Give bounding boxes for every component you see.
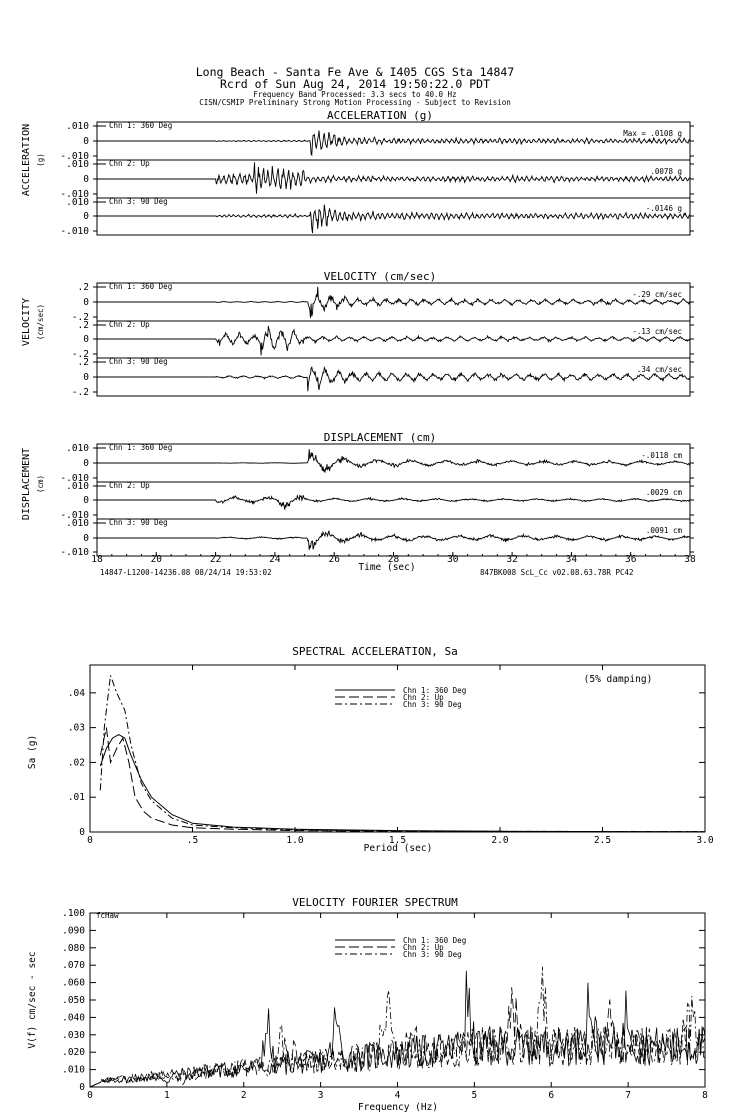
channel-max-value: -.29 cm/sec xyxy=(632,290,682,299)
channel-label: Chn 1: 360 Deg xyxy=(109,282,173,291)
channel-max-value: -.0146 g xyxy=(645,204,682,213)
channel-waveform xyxy=(97,205,690,234)
channel-waveform xyxy=(97,287,690,318)
ytick-label: .2 xyxy=(77,282,89,293)
acceleration-unit-label: (g) xyxy=(36,153,45,167)
xtick-label: 5 xyxy=(471,1090,478,1101)
xtick-label: 1.0 xyxy=(286,835,304,846)
channel-max-value: .0091 cm xyxy=(645,526,682,535)
ytick-label: 0 xyxy=(83,211,89,222)
sa-series-line xyxy=(100,735,705,832)
xtick-label: 7 xyxy=(625,1090,631,1101)
channel-max-value: -.0118 cm xyxy=(641,451,682,460)
header-line4: CISN/CSMIP Preliminary Strong Motion Processing - Subject to Revision xyxy=(199,98,511,107)
ytick-label: .060 xyxy=(62,977,85,989)
ytick-label: .02 xyxy=(67,757,85,769)
time-tick-label: 32 xyxy=(506,554,518,565)
header-line2: Rcrd of Sun Aug 24, 2014 19:50:22.0 PDT xyxy=(219,77,491,91)
ytick-label: -.010 xyxy=(60,510,89,521)
ytick-label: 0 xyxy=(79,827,85,838)
record-header xyxy=(196,65,515,107)
channel-label: Chn 3: 90 Deg xyxy=(109,357,168,366)
ytick-label: .090 xyxy=(62,925,85,937)
xtick-label: 4 xyxy=(394,1090,401,1101)
ytick-label: .010 xyxy=(66,159,89,170)
ytick-label: .010 xyxy=(66,518,89,529)
xtick-label: 0 xyxy=(87,835,93,846)
acceleration-side-label: ACCELERATION xyxy=(21,123,32,197)
ytick-label: .100 xyxy=(62,908,85,919)
velocity-side-label: VELOCITY xyxy=(21,297,32,347)
sa-xlabel: Period (sec) xyxy=(363,843,433,854)
channel-frame xyxy=(97,321,690,358)
sa-plot xyxy=(68,665,714,846)
channel-waveform xyxy=(97,449,690,472)
sa-ylabel: Sa (g) xyxy=(27,734,38,770)
ytick-label: 0 xyxy=(79,1082,85,1093)
channel-waveform xyxy=(97,162,690,193)
displacement-side-label: DISPLACEMENT xyxy=(21,447,32,521)
sa-title: SPECTRAL ACCELERATION, Sa xyxy=(292,645,458,658)
channel-label: Chn 2: Up xyxy=(109,481,150,490)
vfs-ylabel: V(f) cm/sec - sec xyxy=(27,951,38,1049)
ytick-label: 0 xyxy=(83,533,89,544)
time-tick-label: 20 xyxy=(150,554,163,565)
ytick-label: .040 xyxy=(62,1012,85,1024)
displacement-title: DISPLACEMENT (cm) xyxy=(323,431,437,444)
time-tick-label: 28 xyxy=(387,554,400,565)
time-tick-label: 30 xyxy=(447,554,459,565)
time-tick-label: 18 xyxy=(91,554,103,565)
ytick-label: 0 xyxy=(83,334,89,345)
ytick-label: .03 xyxy=(67,722,85,734)
ytick-label: .2 xyxy=(77,357,89,368)
ytick-label: .2 xyxy=(77,320,89,331)
ytick-label: 0 xyxy=(83,372,89,383)
legend-entry: Chn 3: 90 Deg xyxy=(403,700,462,709)
vfs-xlabel: Frequency (Hz) xyxy=(357,1102,439,1113)
vfs-corner-label: fcHaw xyxy=(96,911,119,920)
channel-waveform xyxy=(97,367,690,391)
displacement-panel xyxy=(60,443,694,558)
channel-max-value: -.13 cm/sec xyxy=(632,327,682,336)
header-line1: Long Beach - Santa Fe Ave & I405 CGS Sta 14847 xyxy=(195,65,515,79)
channel-label: Chn 2: Up xyxy=(109,320,150,329)
ytick-label: .010 xyxy=(66,443,89,454)
ytick-label: -.2 xyxy=(71,387,89,398)
vfs-series-line xyxy=(90,971,705,1087)
legend-entry: Chn 1: 360 Deg xyxy=(403,936,467,945)
time-tick-label: 38 xyxy=(684,554,696,565)
acceleration-title: ACCELERATION (g) xyxy=(327,109,433,122)
ytick-label: 0 xyxy=(83,458,89,469)
sa-series-line xyxy=(100,728,705,832)
channel-label: Chn 3: 90 Deg xyxy=(109,197,168,206)
ytick-label: 0 xyxy=(83,136,89,147)
xtick-label: 2 xyxy=(240,1090,247,1101)
ytick-label: .080 xyxy=(62,942,85,954)
xtick-label: 2.5 xyxy=(593,835,612,846)
legend-entry: Chn 1: 360 Deg xyxy=(403,686,467,695)
time-tick-label: 24 xyxy=(269,554,281,565)
time-tick-label: 36 xyxy=(624,554,637,565)
ytick-label: -.010 xyxy=(60,151,89,162)
channel-waveform xyxy=(97,531,690,550)
xtick-label: 6 xyxy=(548,1090,555,1101)
ytick-label: .010 xyxy=(66,121,89,132)
sa-damping-note: (5% damping) xyxy=(583,674,653,685)
time-tick-label: 26 xyxy=(328,554,340,565)
xtick-label: 0 xyxy=(87,1090,93,1101)
time-tick-label: 34 xyxy=(565,554,578,565)
acceleration-panel xyxy=(60,121,694,237)
ytick-label: .050 xyxy=(62,995,85,1006)
ytick-label: .030 xyxy=(62,1029,85,1041)
channel-waveform xyxy=(97,326,690,355)
xtick-label: .5 xyxy=(186,835,199,846)
channel-label: Chn 2: Up xyxy=(109,159,150,168)
xtick-label: 3 xyxy=(317,1090,324,1101)
ytick-label: 0 xyxy=(83,174,89,185)
channel-label: Chn 1: 360 Deg xyxy=(109,443,173,452)
channel-waveform xyxy=(97,131,690,156)
channel-label: Chn 3: 90 Deg xyxy=(109,518,168,527)
ytick-label: -.010 xyxy=(60,226,89,237)
channel-waveform xyxy=(97,495,690,510)
displacement-unit-label: (cm) xyxy=(36,474,45,494)
ytick-label: .010 xyxy=(62,1064,85,1076)
footer-right: 847BK008 ScL_Cc v02.08.63.78R PC42 xyxy=(480,568,634,577)
velocity-title: VELOCITY (cm/sec) xyxy=(323,270,437,283)
xtick-label: 1.5 xyxy=(388,835,407,846)
channel-max-value: .0078 g xyxy=(650,167,682,176)
xtick-label: 2.0 xyxy=(491,835,509,846)
ytick-label: 0 xyxy=(83,297,89,308)
ytick-label: -.010 xyxy=(60,473,89,484)
header-line3: Frequency Band Processed: 3.3 secs to 40.0 Hz xyxy=(253,90,457,99)
time-tick-label: 22 xyxy=(209,554,222,565)
plot-frame xyxy=(90,665,705,832)
vfs-title: VELOCITY FOURIER SPECTRUM xyxy=(292,896,458,909)
ytick-label: .010 xyxy=(66,481,89,492)
ytick-label: 0 xyxy=(83,495,89,506)
vfs-plot xyxy=(62,908,708,1101)
xtick-label: 8 xyxy=(702,1090,708,1101)
ytick-label: -.2 xyxy=(71,349,89,360)
channel-max-value: Max = .0108 g xyxy=(623,129,682,138)
xtick-label: 3.0 xyxy=(696,835,714,846)
legend-entry: Chn 3: 90 Deg xyxy=(403,950,462,959)
velocity-unit-label: (cm/sec) xyxy=(36,303,45,341)
xtick-label: 1 xyxy=(164,1090,170,1101)
legend-entry: Chn 2: Up xyxy=(403,693,444,702)
channel-max-value: .34 cm/sec xyxy=(636,365,682,374)
legend-entry: Chn 2: Up xyxy=(403,943,444,952)
channel-label: Chn 1: 360 Deg xyxy=(109,121,173,130)
footer-left: 14847-L1200-14236.08 08/24/14 19:53:02 xyxy=(100,568,272,577)
ytick-label: .04 xyxy=(67,687,85,699)
ytick-label: -.2 xyxy=(71,312,89,323)
channel-max-value: .0029 cm xyxy=(645,488,682,497)
ytick-label: -.010 xyxy=(60,547,89,558)
ytick-label: .010 xyxy=(66,197,89,208)
ytick-label: .020 xyxy=(62,1047,85,1059)
velocity-panel xyxy=(72,282,694,398)
ytick-label: .01 xyxy=(67,792,85,804)
ytick-label: .070 xyxy=(62,960,85,972)
ytick-label: -.010 xyxy=(60,189,89,200)
time-axis-label: Time (sec) xyxy=(358,562,416,573)
